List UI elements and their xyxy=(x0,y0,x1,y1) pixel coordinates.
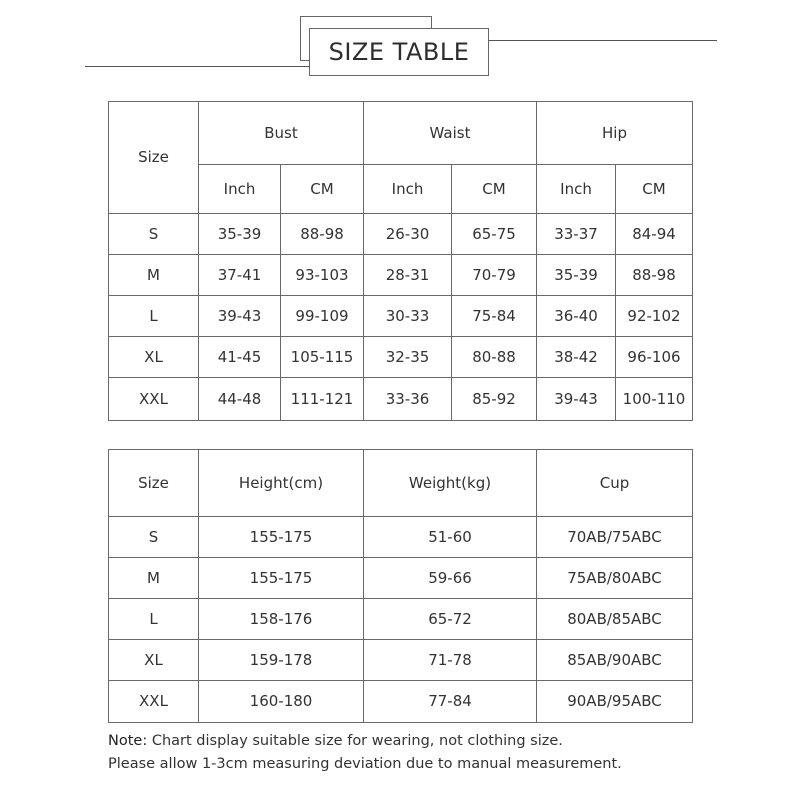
size-cell: XL xyxy=(109,640,199,681)
unit-header: Inch xyxy=(537,165,616,214)
table-cell: 35-39 xyxy=(537,255,616,296)
size-cell: S xyxy=(109,214,199,255)
table-cell: 28-31 xyxy=(364,255,452,296)
table-cell: 33-36 xyxy=(364,378,452,421)
table-cell: 33-37 xyxy=(537,214,616,255)
table-cell: 30-33 xyxy=(364,296,452,337)
table-cell: 85AB/90ABC xyxy=(537,640,693,681)
table-cell: 36-40 xyxy=(537,296,616,337)
table-cell: 37-41 xyxy=(199,255,281,296)
table-cell: 77-84 xyxy=(364,681,537,723)
table-cell: 59-66 xyxy=(364,558,537,599)
group-header-row xyxy=(109,102,693,165)
height-header: Height(cm) xyxy=(199,450,364,517)
size-cell: M xyxy=(109,558,199,599)
size-header: Size xyxy=(109,102,199,214)
table-row xyxy=(109,640,693,681)
note-text-1: Chart display suitable size for wearing, not clothing size. xyxy=(151,733,563,749)
size-cell: L xyxy=(109,296,199,337)
table-cell: 99-109 xyxy=(281,296,364,337)
table-cell: 90AB/95ABC xyxy=(537,681,693,723)
table-cell: 80-88 xyxy=(452,337,537,378)
size-header: Size xyxy=(109,450,199,517)
size-cell: M xyxy=(109,255,199,296)
size-cell: S xyxy=(109,517,199,558)
table-cell: 155-175 xyxy=(199,558,364,599)
table-row xyxy=(109,255,693,296)
table-row xyxy=(109,337,693,378)
note-line-2 xyxy=(108,756,622,772)
note-label: Note: xyxy=(108,733,148,749)
table-cell: 96-106 xyxy=(616,337,693,378)
size-cell: L xyxy=(109,599,199,640)
hip-header: Hip xyxy=(537,102,693,165)
table-cell: 39-43 xyxy=(199,296,281,337)
table-cell: 158-176 xyxy=(199,599,364,640)
table-cell: 65-72 xyxy=(364,599,537,640)
unit-header: Inch xyxy=(364,165,452,214)
table-cell: 84-94 xyxy=(616,214,693,255)
bust-header: Bust xyxy=(199,102,364,165)
measurement-table xyxy=(108,101,693,421)
table-cell: 44-48 xyxy=(199,378,281,421)
table-cell: 88-98 xyxy=(281,214,364,255)
table-cell: 155-175 xyxy=(199,517,364,558)
unit-header: CM xyxy=(616,165,693,214)
unit-header: CM xyxy=(452,165,537,214)
size-cell: XXL xyxy=(109,378,199,421)
table-cell: 70-79 xyxy=(452,255,537,296)
table-cell: 39-43 xyxy=(537,378,616,421)
table-cell: 51-60 xyxy=(364,517,537,558)
weight-header: Weight(kg) xyxy=(364,450,537,517)
table-cell: 71-78 xyxy=(364,640,537,681)
size-cell: XXL xyxy=(109,681,199,723)
table-row xyxy=(109,296,693,337)
unit-header: Inch xyxy=(199,165,281,214)
unit-header: CM xyxy=(281,165,364,214)
note-line-1 xyxy=(108,733,563,749)
size-cell: XL xyxy=(109,337,199,378)
table-cell: 80AB/85ABC xyxy=(537,599,693,640)
table-cell: 85-92 xyxy=(452,378,537,421)
table-cell: 93-103 xyxy=(281,255,364,296)
table-row xyxy=(109,558,693,599)
table-cell: 70AB/75ABC xyxy=(537,517,693,558)
title-rule-left xyxy=(85,66,309,67)
table-cell: 92-102 xyxy=(616,296,693,337)
waist-header: Waist xyxy=(364,102,537,165)
table-cell: 100-110 xyxy=(616,378,693,421)
header-row xyxy=(109,450,693,517)
table-cell: 26-30 xyxy=(364,214,452,255)
table-cell: 65-75 xyxy=(452,214,537,255)
table-row xyxy=(109,517,693,558)
title-rule-right xyxy=(489,40,717,41)
fit-table xyxy=(108,449,693,723)
table-cell: 41-45 xyxy=(199,337,281,378)
table-cell: 88-98 xyxy=(616,255,693,296)
table-cell: 32-35 xyxy=(364,337,452,378)
table-row xyxy=(109,599,693,640)
note-text-2: Please allow 1-3cm measuring deviation due to manual measurement. xyxy=(108,756,622,772)
page-title: SIZE TABLE xyxy=(309,28,489,76)
table-cell: 159-178 xyxy=(199,640,364,681)
cup-header: Cup xyxy=(537,450,693,517)
table-cell: 111-121 xyxy=(281,378,364,421)
table-row xyxy=(109,681,693,723)
table-row xyxy=(109,214,693,255)
table-cell: 38-42 xyxy=(537,337,616,378)
table-cell: 75AB/80ABC xyxy=(537,558,693,599)
table-row xyxy=(109,378,693,421)
table-cell: 105-115 xyxy=(281,337,364,378)
table-cell: 75-84 xyxy=(452,296,537,337)
table-cell: 35-39 xyxy=(199,214,281,255)
table-cell: 160-180 xyxy=(199,681,364,723)
